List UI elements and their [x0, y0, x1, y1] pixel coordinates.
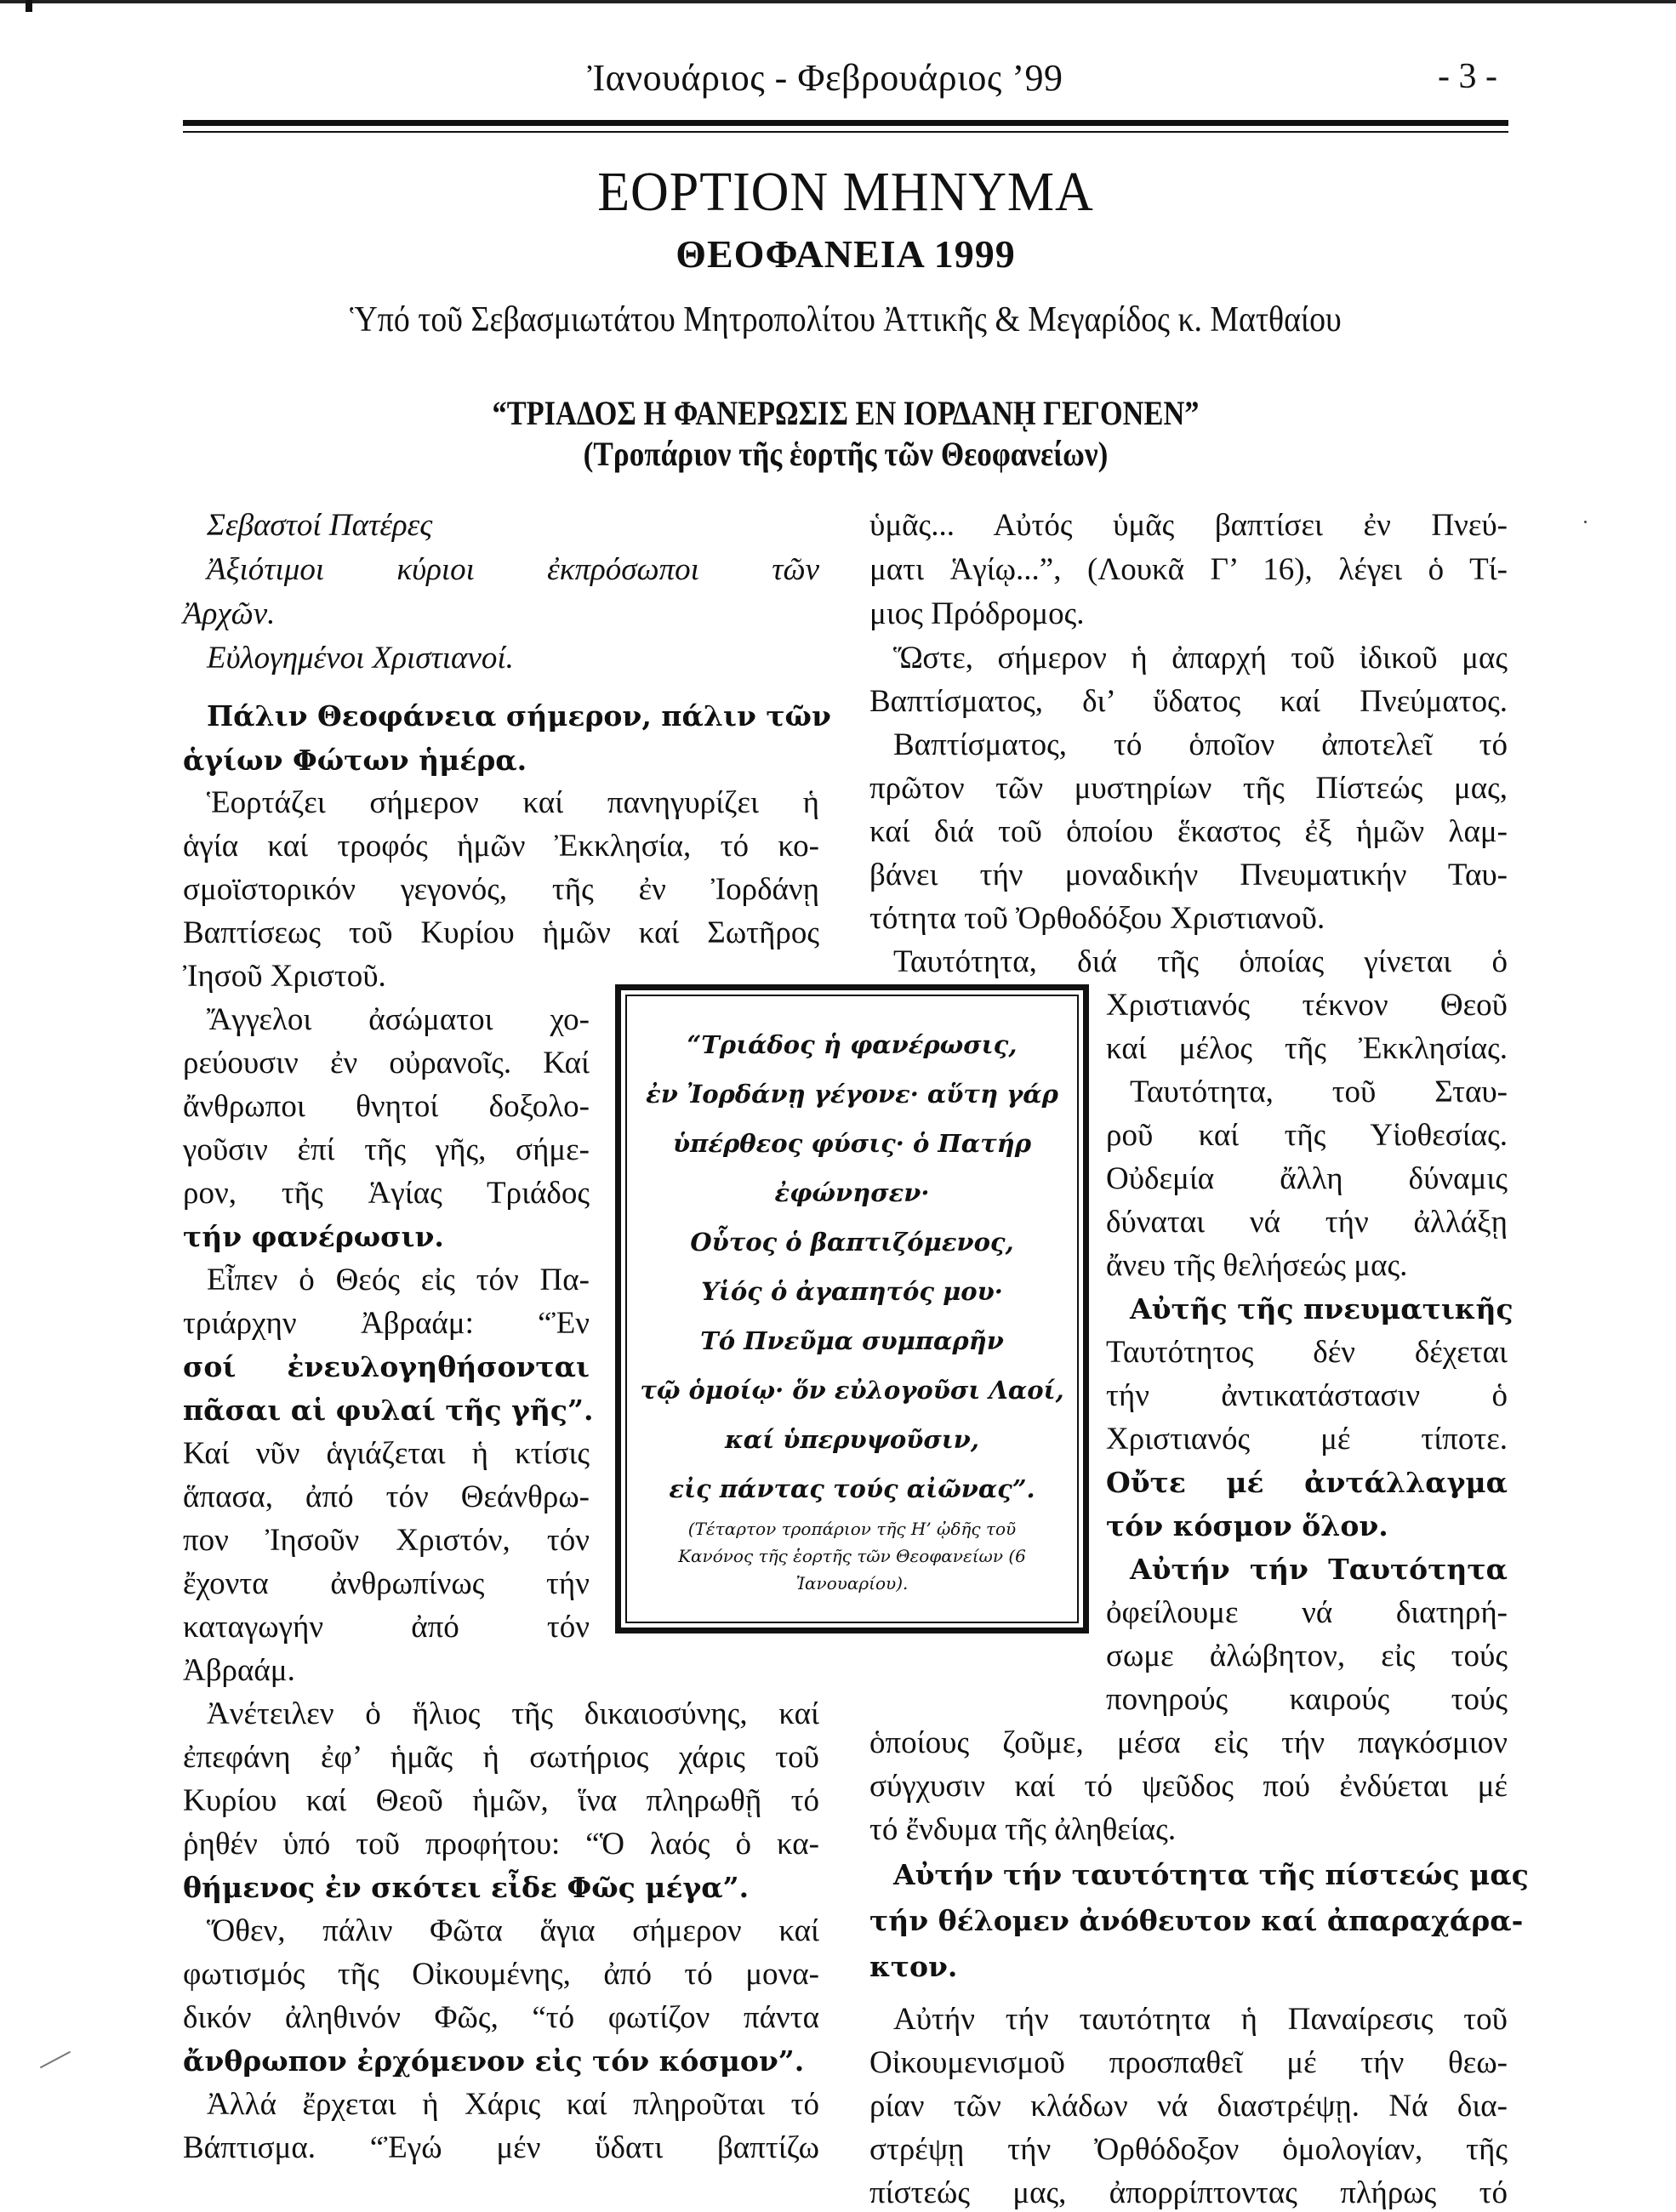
body-line: μιος Πρόδρομος. [869, 596, 1085, 631]
body-line: Βαπτίσεως τοῦ Κυρίου ἡμῶν καί Σωτῆρος [183, 915, 819, 950]
salutation-line: Σεβαστοί Πατέρες [207, 508, 433, 543]
body-line: πον Ἰησοῦν Χριστόν, τόν [183, 1523, 590, 1558]
body-line: τότητα τοῦ Ὀρθοδόξου Χριστιανοῦ. [869, 901, 1325, 936]
body-line: πίστεώς μας, ἀπορρίπτοντας πλήρως τό [869, 2175, 1508, 2210]
body-line: Ἰησοῦ Χριστοῦ. [183, 959, 386, 994]
body-line: σμοϊστορικόν γεγονός, τῆς ἐν Ἰορδάνῃ [183, 872, 819, 907]
body-line: τό ἔνδυμα τῆς ἀληθείας. [869, 1812, 1177, 1847]
body-line: δύναται νά τήν ἀλλάξῃ [1106, 1205, 1508, 1240]
hymn-line: “Τριάδος ἡ φανέρωσις, [687, 1030, 1018, 1059]
body-line: ρίαν τῶν κλάδων νά διαστρέψῃ. Νά δια- [869, 2089, 1508, 2124]
body-line: καί διά τοῦ ὁποίου ἕκαστος ἐξ ἡμῶν λαμ- [869, 814, 1508, 849]
body-line: τήν ἀντικατάστασιν ὁ [1106, 1378, 1508, 1413]
body-line: ὁποίους ζοῦμε, μέσα εἰς τήν παγκόσμιον [869, 1725, 1508, 1760]
body-line: πρῶτον τῶν μυστηρίων τῆς Πίστεώς μας, [869, 771, 1508, 806]
body-line: ἄνευ τῆς θελήσεώς μας. [1106, 1248, 1408, 1283]
body-line: θήμενος ἐν σκότει εἶδε Φῶς μέγα”. [183, 1871, 750, 1904]
body-line: Ἀβραάμ. [183, 1653, 295, 1688]
body-line: πονηρούς καιρούς τούς [1106, 1682, 1508, 1717]
body-line: ρεύουσιν ἐν οὐρανοῖς. Καί [183, 1046, 590, 1080]
body-line: Κυρίου καί Θεοῦ ἡμῶν, ἵνα πληρωθῇ τό [183, 1783, 819, 1818]
body-line: Ταυτότητος δέν δέχεται [1106, 1335, 1508, 1370]
body-line: Χριστιανός μέ τίποτε. [1106, 1422, 1508, 1457]
body-line: γοῦσιν ἐπί τῆς γῆς, σήμε- [183, 1132, 590, 1167]
body-line: Ταυτότητα, τοῦ Σταυ- [1130, 1075, 1508, 1109]
header-rule-thick [183, 120, 1508, 126]
hymn-line: εἰς πάντας τούς αἰῶνας”. [669, 1474, 1035, 1503]
body-line: Αὐτήν τήν ταυτότητα τῆς πίστεώς μας [893, 1858, 1529, 1891]
body-line: καί μέλος τῆς Ἐκκλησίας. [1106, 1031, 1508, 1066]
body-line: τόν κόσμον ὅλον. [1106, 1509, 1388, 1542]
body-line: Βαπτίσματος, δι’ ὕδατος καί Πνεύματος. [869, 684, 1508, 719]
salutation-line: Ἀξιότιμοι κύριοι ἐκπρόσωποι τῶν [207, 552, 819, 587]
body-line: ὀφείλουμε νά διατηρή- [1106, 1595, 1508, 1630]
hymn-line: ὑπέρθεος φύσις· ὁ Πατήρ [673, 1129, 1031, 1158]
salutation-line: Ἀρχῶν. [183, 596, 276, 631]
scan-speck [1584, 521, 1587, 523]
body-line: Ἀνέτειλεν ὁ ἥλιος τῆς δικαιοσύνης, καί [207, 1696, 819, 1731]
body-line: Αὐτῆς τῆς πνευματικῆς [1130, 1292, 1514, 1325]
epigraph-title: “ΤΡΙΑΔΟΣ Η ΦΑΝΕΡΩΣΙΣ ΕΝ ΙΟΡΔΑΝῌ ΓΕΓΟΝΕΝ” [492, 394, 1200, 432]
hymn-line: ἐφώνησεν· [774, 1178, 930, 1207]
body-line: Ἀλλά ἔρχεται ἡ Χάρις καί πληροῦται τό [207, 2087, 819, 2122]
hymn-line: Τό Πνεῦμα συμπαρῆν [700, 1326, 1004, 1355]
running-header [0, 56, 1676, 107]
body-line: ἔχοντα ἀνθρωπίνως τήν [183, 1566, 590, 1601]
hymn-quote-box [615, 984, 1089, 1633]
hymn-line: καί ὑπερυψοῦσιν, [725, 1425, 979, 1454]
hymn-source-note: (Τέταρτον τροπάριον τῆς Η’ ᾠδῆς τοῦ [687, 1519, 1017, 1539]
article-byline: Ὑπό τοῦ Σεβασμιωτάτου Μητροπολίτου Ἀττικῆς & Μεγαρίδος κ. Ματθαίου [350, 300, 1342, 339]
body-line: βάνει τήν μοναδικήν Πνευματικήν Ταυ- [869, 858, 1508, 892]
body-line: Οἰκουμενισμοῦ προσπαθεῖ μέ τήν θεω- [869, 2045, 1508, 2080]
page-number: - 3 - [1438, 57, 1497, 96]
scan-edge [0, 0, 1676, 3]
article-subtitle: ΘΕΟΦΑΝΕΙΑ 1999 [676, 232, 1016, 276]
body-text: ὑμᾶς... Αὐτός ὑμᾶς βαπτίσει ἐν Πνεύ- [869, 508, 1508, 543]
body-line: Χριστιανός τέκνον Θεοῦ [1106, 988, 1508, 1023]
body-line: κτον. [869, 1950, 958, 1983]
body-line: Οὐδεμία ἄλλη δύναμις [1106, 1161, 1508, 1196]
body-line: τριάρχην Ἀβραάμ: “Ἐν [183, 1306, 590, 1341]
body-line: Ὅθεν, πάλιν Φῶτα ἅγια σήμερον καί [207, 1913, 819, 1948]
body-line: Βάπτισμα. “Ἐγώ μέν ὕδατι βαπτίζω [183, 2130, 819, 2165]
body-line: ῥηθέν ὑπό τοῦ προφήτου: “Ὁ λαός ὁ κα- [183, 1827, 819, 1861]
body-line: ματι Ἁγίῳ...”, (Λουκᾶ Γ’ 16), λέγει ὁ Τί- [869, 552, 1508, 587]
body-line: Καί νῦν ἁγιάζεται ἡ κτίσις [183, 1436, 590, 1471]
scan-mark [40, 2051, 71, 2069]
body-line: Εἶπεν ὁ Θεός εἰς τόν Πα- [207, 1263, 590, 1297]
body-line: ἐπεφάνη ἐφ’ ἡμᾶς ἡ σωτήριος χάρις τοῦ [183, 1740, 819, 1775]
body-line: Ἑορτάζει σήμερον καί πανηγυρίζει ἡ [207, 785, 819, 820]
body-line: σύγχυσιν καί τό ψεῦδος πού ἐνδύεται μέ [869, 1769, 1508, 1804]
body-line [869, 507, 1508, 544]
body-line: ρον, τῆς Ἁγίας Τριάδος [183, 1176, 590, 1211]
hymn-source-note: Ἰανουαρίου). [795, 1573, 909, 1593]
body-line: στρέψῃ τήν Ὀρθόδοξον ὁμολογίαν, τῆς [869, 2132, 1508, 2167]
body-line: Ὥστε, σήμερον ἡ ἀπαρχή τοῦ ἰδικοῦ μας [893, 641, 1508, 676]
header-rule-thin [183, 131, 1508, 133]
body-line: σωμε ἀλώβητον, εἰς τούς [1106, 1639, 1508, 1673]
hymn-line: Οὗτος ὁ βαπτιζόμενος, [690, 1228, 1014, 1257]
body-line: Αὐτήν τήν ταυτότητα ἡ Παναίρεσις τοῦ [893, 2002, 1508, 2037]
epigraph-source: (Τροπάριον τῆς ἑορτῆς τῶν Θεοφανείων) [583, 435, 1109, 473]
body-line: Πάλιν Θεοφάνεια σήμερον, πάλιν τῶν [207, 699, 831, 733]
body-line: καταγωγήν ἀπό τόν [183, 1610, 590, 1645]
article-title: ΕΟΡΤΙΟΝ ΜΗΝΥΜΑ [597, 161, 1094, 223]
body-line: τήν φανέρωσιν. [183, 1220, 444, 1253]
body-line: Οὔτε μέ ἀντάλλαγμα [1106, 1466, 1508, 1499]
hymn-source-note: Κανόνος τῆς ἑορτῆς τῶν Θεοφανείων (6 [678, 1546, 1026, 1566]
hymn-line: Υἱός ὁ ἀγαπητός μου· [701, 1277, 1003, 1306]
hymn-line: ἐν Ἰορδάνῃ γέγονε· αὕτη γάρ [646, 1080, 1058, 1109]
body-line: ἄνθρωποι θνητοί δοξολο- [183, 1089, 590, 1124]
quote-box-inner-border [625, 995, 1079, 1623]
body-line: ἅπασα, ἀπό τόν Θεάνθρω- [183, 1479, 590, 1514]
body-line: Ταυτότητα, διά τῆς ὁποίας γίνεται ὁ [893, 944, 1508, 979]
salutation-line: Εὐλογημένοι Χριστιανοί. [207, 641, 514, 676]
body-line: Αὐτήν τήν Ταυτότητα [1130, 1553, 1508, 1586]
body-line: τήν θέλομεν ἀνόθευτον καί ἀπαραχάρα- [869, 1904, 1524, 1937]
scan-artifact [26, 0, 32, 12]
body-line: δικόν ἀληθινόν Φῶς, “τό φωτίζον πάντα [183, 2000, 819, 2035]
body-line: Βαπτίσματος, τό ὁποῖον ἀποτελεῖ τό [893, 727, 1508, 762]
running-title: Ἰανουάριος - Φεβρουάριος ’99 [587, 57, 1063, 99]
body-line: φωτισμός τῆς Οἰκουμένης, ἀπό τό μονα- [183, 1957, 819, 1992]
body-line: ἁγία καί τροφός ἡμῶν Ἐκκλησία, τό κο- [183, 829, 819, 864]
body-line: Ἄγγελοι ἀσώματοι χο- [207, 1002, 590, 1037]
body-line: ροῦ καί τῆς Υἱοθεσίας. [1106, 1118, 1508, 1153]
hymn-line: τῷ ὁμοίῳ· ὅν εὐλογοῦσι Λαοί, [640, 1376, 1064, 1405]
body-line: σοί ἐνευλογηθήσονται [183, 1350, 590, 1383]
body-line: ἁγίων Φώτων ἡμέρα. [183, 744, 527, 777]
body-line: πᾶσαι αἱ φυλαί τῆς γῆς”. [183, 1394, 594, 1427]
body-line: ἄνθρωπον ἐρχόμενον εἰς τόν κόσμον”. [183, 2044, 805, 2078]
